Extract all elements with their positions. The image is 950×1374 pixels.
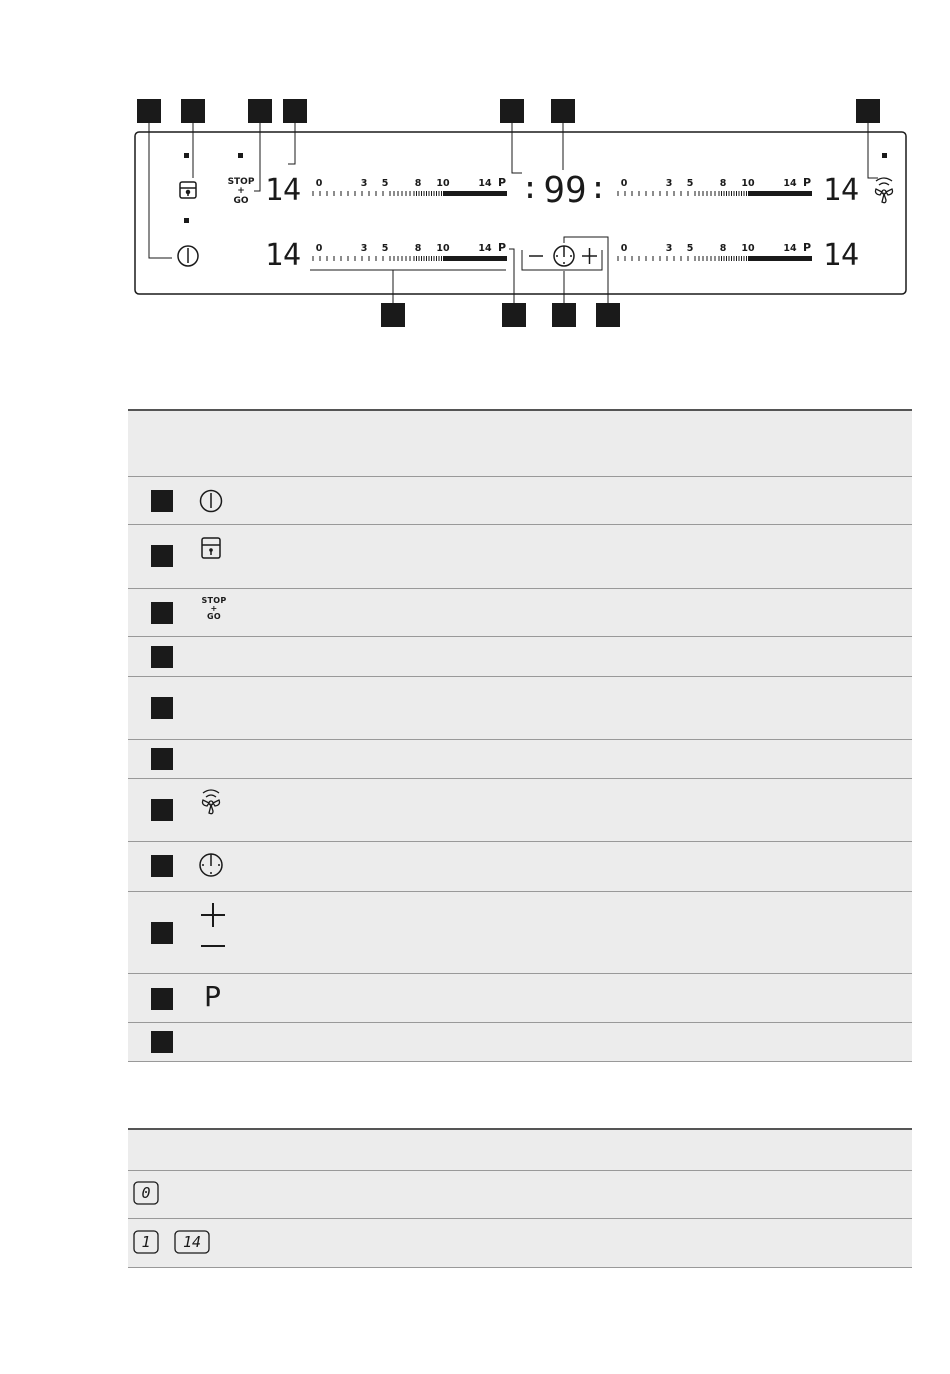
hob2hood-fan-icon xyxy=(198,787,224,815)
callout-7 xyxy=(856,99,880,123)
lock-icon xyxy=(198,535,224,561)
panel-stop-text: STOP xyxy=(227,177,255,187)
display-zone-bottom-left: 14 xyxy=(264,238,302,273)
scale-label: 8 xyxy=(414,243,422,254)
callout-4 xyxy=(283,99,307,123)
display-one-text: 1 xyxy=(141,1233,151,1251)
scale-label: P xyxy=(802,241,812,254)
legend-table xyxy=(128,409,912,1062)
scale-label: P xyxy=(497,241,507,254)
panel-fan-icon xyxy=(876,178,893,203)
display-box-one xyxy=(133,1230,159,1254)
table-row xyxy=(128,589,912,637)
power-icon xyxy=(198,488,224,514)
callout-marker xyxy=(151,855,173,877)
scale-label: 10 xyxy=(741,243,755,254)
leader-lines xyxy=(149,123,878,303)
table-row xyxy=(128,525,912,589)
table-row xyxy=(128,842,912,892)
scale-label: 10 xyxy=(436,243,450,254)
timer-colon-right: : xyxy=(588,171,608,206)
scale-label: 10 xyxy=(741,178,755,189)
display-box-fourteen xyxy=(174,1230,210,1254)
panel-frame xyxy=(135,132,906,294)
callout-marker xyxy=(151,646,173,668)
scale-label: 3 xyxy=(360,178,368,189)
panel-power-icon xyxy=(178,246,198,266)
callout-marker xyxy=(151,602,173,624)
callout-9 xyxy=(502,303,526,327)
callout-11 xyxy=(596,303,620,327)
timer-colon-left: : xyxy=(520,171,540,206)
table-row xyxy=(128,477,912,525)
timer-controls xyxy=(529,246,597,266)
callout-6 xyxy=(551,99,575,123)
callout-marker xyxy=(151,1031,173,1053)
callouts-bottom xyxy=(381,303,620,327)
scale-label: 3 xyxy=(665,178,673,189)
scale-label: 0 xyxy=(315,243,323,254)
scale-ramp-bar xyxy=(748,191,812,196)
p-letter: P xyxy=(204,980,221,1013)
display-table xyxy=(128,1128,912,1268)
scale-label: 14 xyxy=(783,178,797,189)
display-zone-bottom-right: 14 xyxy=(822,238,860,273)
scale-label: 5 xyxy=(686,178,694,189)
scale-bottom-left xyxy=(313,241,507,261)
stop-go-go: GO xyxy=(207,612,221,621)
timer-clock-icon xyxy=(198,852,224,878)
callout-8 xyxy=(381,303,405,327)
callout-marker xyxy=(151,922,173,944)
panel-lock-icon xyxy=(180,182,196,198)
scale-label: 5 xyxy=(381,178,389,189)
scale-label: 10 xyxy=(436,178,450,189)
display-zone-top-right: 14 xyxy=(822,173,860,208)
plus-minus-icon xyxy=(198,901,228,951)
stop-go-plus: + xyxy=(210,604,218,613)
display-box-zero xyxy=(133,1181,159,1205)
panel-timer-clock-icon xyxy=(554,246,574,266)
callout-marker xyxy=(151,748,173,770)
scale-label: 14 xyxy=(478,243,492,254)
stop-go-icon xyxy=(198,597,230,621)
table-row xyxy=(128,892,912,974)
panel-stop-go xyxy=(228,177,255,206)
control-panel-diagram xyxy=(0,0,950,340)
scale-top-right xyxy=(618,176,812,196)
stop-go-stop: STOP xyxy=(201,596,227,605)
callout-2 xyxy=(181,99,205,123)
scale-label: 8 xyxy=(719,243,727,254)
timer-display xyxy=(521,170,607,211)
display-zone-top-left: 14 xyxy=(264,173,302,208)
scale-label: 0 xyxy=(315,178,323,189)
table-row xyxy=(128,1219,912,1268)
table-row xyxy=(128,779,912,842)
callout-marker xyxy=(151,988,173,1010)
table-row xyxy=(128,1023,912,1062)
callout-5 xyxy=(500,99,524,123)
display-fourteen-text: 14 xyxy=(182,1233,202,1251)
callout-marker xyxy=(151,799,173,821)
table-row xyxy=(128,740,912,779)
scale-label: 0 xyxy=(620,178,628,189)
table-row xyxy=(128,637,912,677)
scale-ramp-bar xyxy=(443,256,507,261)
scale-label: 14 xyxy=(783,243,797,254)
callout-marker xyxy=(151,545,173,567)
scale-label: 8 xyxy=(414,178,422,189)
callout-1 xyxy=(137,99,161,123)
scale-label: 3 xyxy=(665,243,673,254)
panel-go-text: GO xyxy=(233,196,249,206)
scale-ramp-bar xyxy=(443,191,507,196)
table-row xyxy=(128,677,912,740)
legend-table-header xyxy=(128,409,912,477)
scale-label: 0 xyxy=(620,243,628,254)
callout-marker xyxy=(151,697,173,719)
scale-label: P xyxy=(802,176,812,189)
scale-bottom-right xyxy=(618,241,812,261)
display-table-header xyxy=(128,1128,912,1171)
table-row xyxy=(128,974,912,1023)
table-row xyxy=(128,1171,912,1219)
scale-label: P xyxy=(497,176,507,189)
callout-3 xyxy=(248,99,272,123)
scale-label: 8 xyxy=(719,178,727,189)
scale-ramp-bar xyxy=(748,256,812,261)
panel-plus-icon xyxy=(582,248,597,264)
display-zero-text: 0 xyxy=(141,1184,151,1202)
callout-10 xyxy=(552,303,576,327)
panel-plus-text: + xyxy=(237,186,245,196)
callouts-top xyxy=(137,99,880,123)
scale-label: 3 xyxy=(360,243,368,254)
scale-label: 5 xyxy=(381,243,389,254)
scale-label: 5 xyxy=(686,243,694,254)
timer-digits: 99 xyxy=(543,170,587,211)
scale-top-left xyxy=(313,176,507,196)
callout-marker xyxy=(151,490,173,512)
scale-label: 14 xyxy=(478,178,492,189)
